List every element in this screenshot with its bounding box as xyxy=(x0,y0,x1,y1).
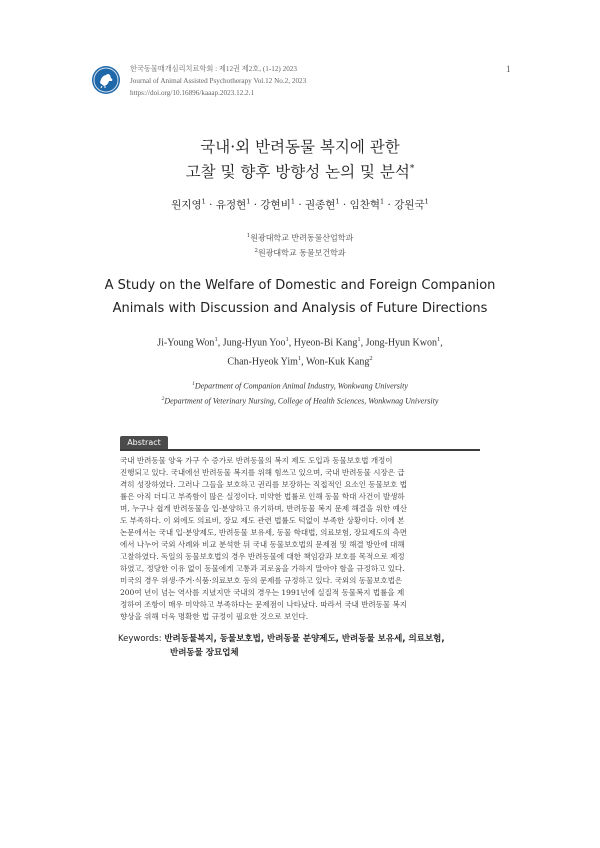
abstract-line: 미국의 경우 위생·주거·식품·의료보호 등의 문제를 규정하고 있다. 국외의 동물보호법은 xyxy=(120,576,403,585)
affiliation-mark: 1 xyxy=(290,197,295,206)
affiliation-mark: 1 xyxy=(436,336,441,343)
author: 강원국 xyxy=(394,199,425,211)
abstract-label: Abstract xyxy=(120,436,168,450)
author: 권종현 xyxy=(305,199,336,211)
author: Hyeon-Bi Kang xyxy=(293,337,358,349)
journal-header xyxy=(130,63,306,99)
author: Won-Kuk Kang xyxy=(305,356,370,368)
affiliation: $^2$Department of Veterinary Nursing, College of Health Sciences, Wonkwnag University xyxy=(161,395,439,406)
author: Jung-Hyun Yoo xyxy=(222,337,286,349)
page-number: 1 xyxy=(506,64,511,74)
doi-link[interactable]: https://doi.org/10.16896/kaaap.2023.12.2.1 xyxy=(130,89,255,97)
affiliation: $^1$원광대학교 반려동물산업학과 xyxy=(246,233,354,243)
author: 원지영 xyxy=(171,199,202,211)
journal-logo xyxy=(92,66,120,94)
english-title-line-2: Animals with Discussion and Analysis of Future Directions xyxy=(112,301,488,316)
author: 강현비 xyxy=(260,199,291,211)
korean-title xyxy=(0,136,600,183)
abstract-line: 200여 년이 넘는 역사를 지녔지만 국내의 경우는 1991년에 실질적 동물복지 법률을 제 xyxy=(120,588,405,597)
affiliation-mark: 1 xyxy=(297,355,302,363)
abstract-body xyxy=(120,455,480,623)
abstract-line: 며, 누구나 쉽게 반려동물을 입·분양하고 유기하며, 반려동물 복지 문제 해결을 위한 예산 xyxy=(120,504,407,513)
english-author-list: Ji-Young Won$^1$, Jung-Hyun Yoo$^1$, Hyeon-Bi Kang$^1$, Jong-Hyun Kwon$^1$, Chan-Hyeok Yim$^1$, Won-Kuk Kang$^2$ xyxy=(157,336,443,368)
journal-logo-emblem xyxy=(92,66,120,94)
korean-affiliations xyxy=(0,230,600,259)
journal-name-english: Journal of Animal Assisted Psychotherapy Vol.12 No.2, 2023 xyxy=(130,77,307,85)
abstract-line: 국내 반려동물 양육 가구 수 증가로 반려동물의 복지 제도 도입과 동물보호법 개정이 xyxy=(120,456,393,465)
keywords-line-1: 반려동물복지, 동물보호법, 반려동물 분양제도, 반려동물 보유세, 의료보험, xyxy=(164,634,445,644)
english-title xyxy=(0,274,600,320)
affiliation-mark: 1 xyxy=(214,336,218,343)
korean-title-line-1: 국내·외 반려동물 복지에 관한 xyxy=(200,138,400,156)
author: 임찬혁 xyxy=(349,199,381,211)
abstract-line: 하였고, 정당한 이유 없이 동물에게 고통과 괴로움을 가하지 말아야 함을 규정하고 있다. xyxy=(120,564,405,573)
abstract-line: 정하여 조항이 매우 미약하고 부족하다는 문제점이 나타났다. 따라서 국내 반려동물 복지 xyxy=(120,600,408,609)
affiliation-mark: 1 xyxy=(285,336,289,343)
abstract-line: 고찰하였다. 독일의 동물보호법의 경우 반려동물에 대한 책임감과 보호를 목적으로 제정 xyxy=(120,552,405,561)
author: Jong-Hyun Kwon xyxy=(365,337,437,349)
author: 유정현 xyxy=(215,199,247,211)
title-footnote-mark[interactable]: * xyxy=(409,164,415,174)
affiliation: $^2$원광대학교 동물보건학과 xyxy=(254,247,346,258)
abstract-divider xyxy=(120,449,480,451)
affiliation-mark: 1 xyxy=(424,197,429,206)
keywords-label: Keywords: xyxy=(118,634,162,644)
affiliation-mark: 1 xyxy=(380,197,385,206)
author: Ji-Young Won xyxy=(157,337,215,349)
korean-title-line-2: 고찰 및 향후 방향성 논의 및 분석* xyxy=(185,163,415,182)
abstract-line: 진행되고 있다. 국내에선 반려동물 복지를 위해 힘쓰고 있으며, 국내 반려동물 시장은 급 xyxy=(120,468,405,477)
keywords xyxy=(118,632,483,660)
affiliation-mark: 2 xyxy=(369,355,373,363)
affiliation-mark: 1 xyxy=(201,197,206,206)
korean-author-list: 원지영$^1$ · 유정현$^1$ · 강현비$^1$ · 권종현$^1$ · 임찬혁$^1$ · 강원국$^1$ xyxy=(171,197,429,211)
affiliation: $^1$Department of Companion Animal Industry, Wonkwang University xyxy=(192,381,408,391)
english-title-line-1: A Study on the Welfare of Domestic and Foreign Companion xyxy=(104,278,496,293)
abstract-line: 향상을 위해 더욱 명확한 법 규정이 필요한 것으로 보인다. xyxy=(120,612,309,621)
abstract-line: 논문에서는 국내 입·분양제도, 반려동물 보유세, 동물 학대법, 의료보험, 장묘제도의 측면 xyxy=(120,528,407,537)
keywords-line-2: 반려동물 장묘업체 xyxy=(170,648,239,658)
english-affiliations xyxy=(0,378,600,407)
author: Chan-Hyeok Yim xyxy=(227,356,298,368)
journal-name-korean: 한국동물매개심리치료학회 : 제12권 제2호, (1-12) 2023 xyxy=(130,65,297,73)
affiliation-mark: 1 xyxy=(335,197,340,206)
abstract-line: 에서 나누어 국외 사례와 비교 분석한 뒤 국내 동물보호법의 문제점 및 해결 방안에 대해 xyxy=(120,540,405,549)
affiliation-mark: 1 xyxy=(357,336,361,343)
abstract-line: 격히 성장하였다. 그러나 그들을 보호하고 권리를 보장하는 직접적인 요소인 동물보호 법 xyxy=(120,480,408,489)
affiliation-mark: 1 xyxy=(246,197,251,206)
abstract-line: 도 부족하다. 이 외에도 의료비, 장묘 제도 관련 법률도 턱없이 부족한 상황이다. 이에 본 xyxy=(120,516,405,525)
abstract-line: 률은 아직 더디고 부족함이 많은 실정이다. 미약한 법률로 인해 동물 학대 사건이 발생하 xyxy=(120,492,405,501)
